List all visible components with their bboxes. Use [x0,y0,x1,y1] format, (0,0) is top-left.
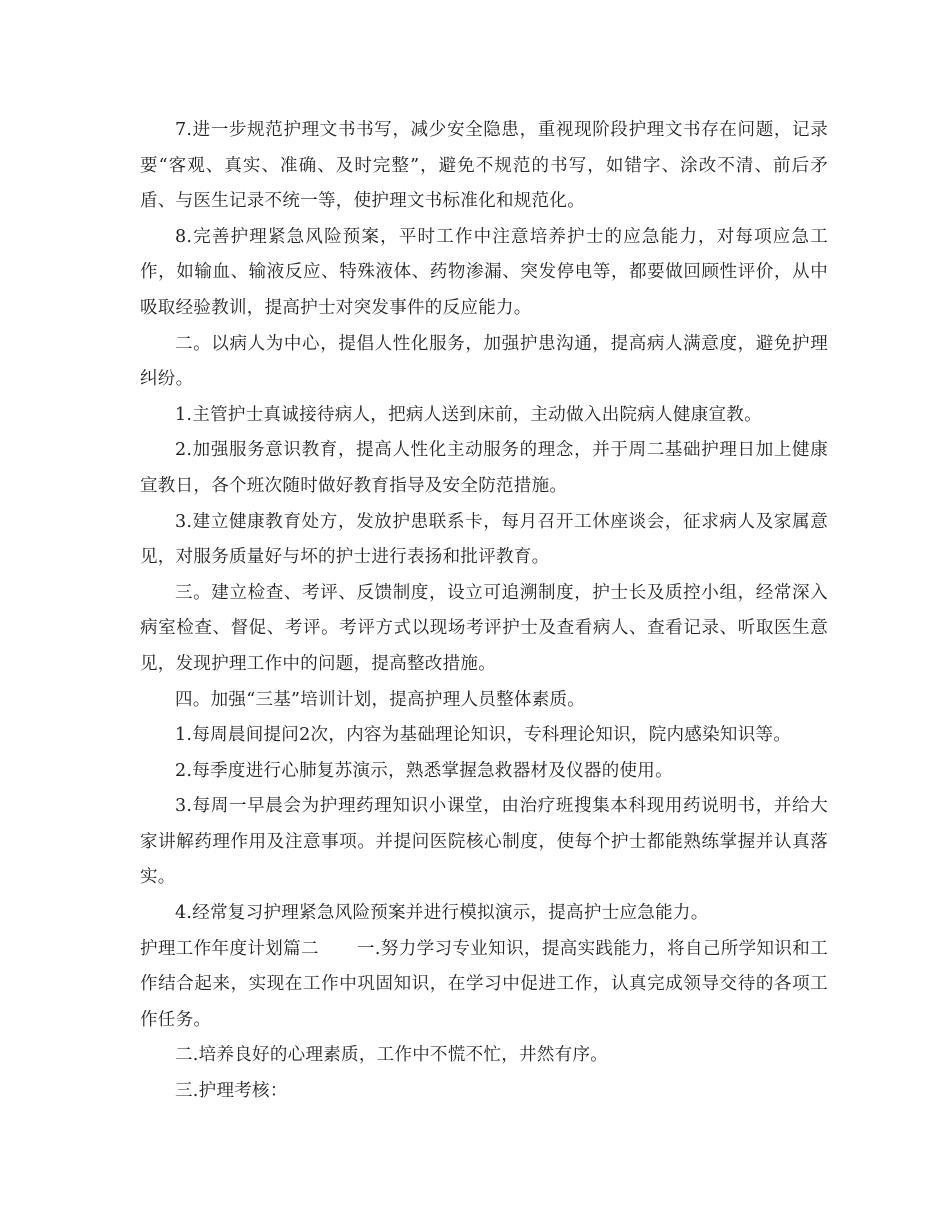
paragraph-section-four: 四。加强“三基”培训计划，提高护理人员整体素质。 [175,689,586,710]
paragraph-four-item-4: 4.经常复习护理紧急风险预案并进行模拟演示，提高护士应急能力。 [175,903,709,924]
paragraph-two-item-1: 1.主管护士真诚接待病人，把病人送到床前，主动做入出院病人健康宣教。 [175,404,762,425]
paragraph-four-item-2: 2.每季度进行心肺复苏演示，熟悉掌握急救器材及仪器的使用。 [175,760,673,781]
section-first-paragraph: 一.努力学习专业知识，提高实践能力，将自己所学知识和工作结合起来，实现在工作中巩固知识，在学习中促进工作，认真完成领导交待的各项工作任务。 [140,938,828,1030]
section-paragraph-2: 二.培养良好的心理素质，工作中不慌不忙，井然有序。 [175,1045,609,1066]
paragraph-section-two: 二。以病人为中心，提倡人性化服务，加强护患沟通，提高病人满意度，避免护理纠纷。 [140,333,828,390]
paragraph-two-item-2: 2.加强服务意识教育，提高人性化主动服务的理念，并于周二基础护理日加上健康宣教日，各个班次随时做好教育指导及安全防范措施。 [140,440,828,496]
document-body [140,113,828,1110]
paragraph-item-7: 7.进一步规范护理文书书写，减少安全隐患，重视现阶段护理文书存在问题，记录要“客观、真实、准确、及时完整”，避免不规范的书写，如错字、涂改不清、前后矛盾、与医生记录不统一等，使护理文书标准化和规范化。 [140,120,828,212]
paragraph-two-item-3: 3.建立健康教育处方，发放护患联系卡，每月召开工休座谈会，征求病人及家属意见，对服务质量好与坏的护士进行表扬和批评教育。 [140,511,828,568]
paragraph-four-item-1: 1.每周晨间提问2次，内容为基础理论知识，专科理论知识，院内感染知识等。 [175,725,792,746]
paragraph-section-three: 三。建立检查、考评、反馈制度，设立可追溯制度，护士长及质控小组，经常深入病室检查、督促、考评。考评方式以现场考评护士及查看病人、查看记录、听取医生意见，发现护理工作中的问题，提高整改措施。 [140,582,828,674]
paragraph-item-8: 8.完善护理紧急风险预案，平时工作中注意培养护士的应急能力，对每项应急工作，如输血、输液反应、特殊液体、药物渗漏、突发停电等，都要做回顾性评价，从中吸取经验教训，提高护士对突发事件的反应能力。 [140,226,828,318]
section-heading: 护理工作年度计划篇二 [140,938,319,959]
paragraph-four-item-3: 3.每周一早晨会为护理药理知识小课堂，由治疗班搜集本科现用药说明书，并给大家讲解药理作用及注意事项。并提问医院核心制度，使每个护士都能熟练掌握并认真落实。 [140,796,828,888]
section-paragraph-3: 三.护理考核： [175,1081,288,1102]
section-two-block [140,932,828,1039]
